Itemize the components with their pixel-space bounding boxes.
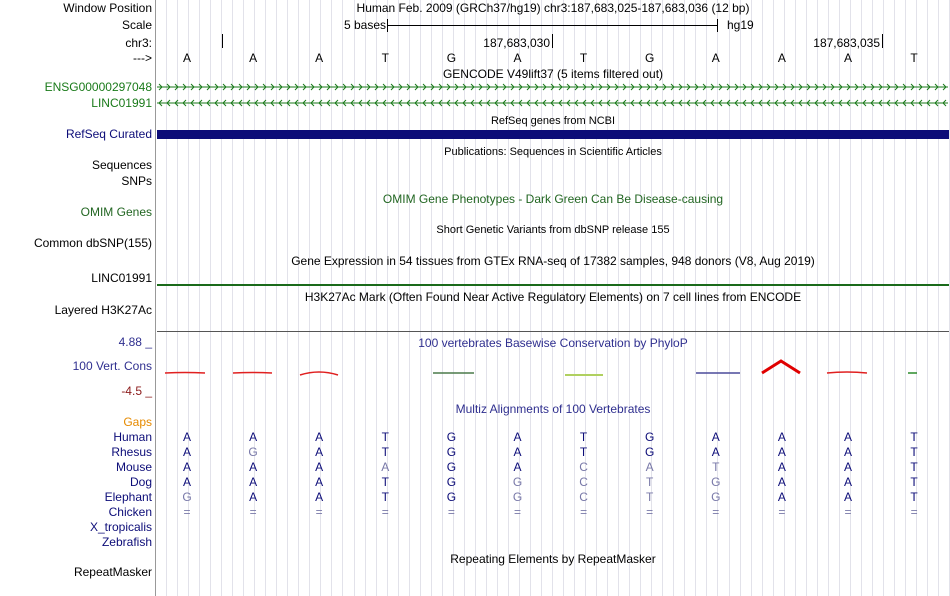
alignment-base: A (315, 445, 324, 459)
alignment-base: A (315, 430, 324, 444)
base-letter: A (182, 51, 191, 65)
alignment-base: A (843, 490, 852, 504)
alignment-base: G (711, 490, 721, 504)
alignment-base: A (381, 460, 390, 474)
alignment-base: A (843, 430, 852, 444)
refseq-track-title: RefSeq genes from NCBI (490, 115, 616, 127)
ruler-tick (552, 34, 553, 48)
phylop-peak (827, 372, 867, 373)
alignment-base: = (447, 505, 455, 519)
scale-bar-right-tick (717, 19, 718, 32)
ruler-coordinate-2: 187,683,035 (813, 36, 880, 50)
alignment-base: A (513, 460, 522, 474)
alignment-base: G (446, 445, 457, 459)
gtex-expression-bar[interactable] (157, 284, 949, 286)
alignment-base: T (910, 475, 918, 489)
alignment-base: A (315, 475, 324, 489)
alignment-base: = (778, 505, 786, 519)
scale-bar (387, 25, 717, 26)
alignment-base: T (712, 460, 720, 474)
ruler-coordinate-1: 187,683,030 (483, 36, 550, 50)
omim-track-label[interactable]: OMIM Genes (80, 205, 152, 219)
gencode-gene-link-2[interactable]: LINC01991 (91, 96, 152, 110)
ruler-tick (222, 34, 223, 48)
window-position-label: Window Position (63, 1, 152, 15)
alignment-base: A (711, 430, 720, 444)
sequences-track-label[interactable]: Sequences (91, 158, 152, 172)
alignment-base: A (777, 475, 786, 489)
refseq-track-label[interactable]: RefSeq Curated (65, 127, 152, 141)
alignment-base: T (381, 445, 389, 459)
alignment-base: T (646, 490, 654, 504)
phylop-peak (165, 373, 205, 374)
omim-track-title: OMIM Gene Phenotypes - Dark Green Can Be Disease-causing (382, 192, 724, 206)
phylop-max-label: 4.88 _ (118, 335, 152, 349)
alignment-base: = (315, 505, 323, 519)
alignment-base: T (910, 445, 918, 459)
alignment-base: A (249, 460, 258, 474)
alignment-base: C (579, 475, 588, 489)
phylop-track-title: 100 vertebrates Basewise Conservation by PhyloP (418, 336, 688, 350)
alignment-base: A (513, 430, 522, 444)
alignment-base: = (844, 505, 852, 519)
alignment-base: A (249, 430, 258, 444)
multiz-track-title: Multiz Alignments of 100 Vertebrates (455, 402, 651, 416)
ruler-tick (882, 34, 883, 48)
species-label[interactable]: Human (113, 430, 152, 444)
alignment-base: G (645, 445, 655, 459)
species-label[interactable]: Chicken (108, 505, 152, 519)
alignment-base: = (249, 505, 257, 519)
scale-bar-left-tick (387, 19, 388, 32)
phylop-signal-graph (157, 355, 949, 380)
phylop-track-label[interactable]: 100 Vert. Cons (72, 359, 152, 373)
alignment-base: G (446, 475, 457, 489)
alignment-base: A (843, 460, 852, 474)
alignment-base: A (249, 490, 258, 504)
alignment-base: G (446, 430, 457, 444)
repeatmasker-track-title: Repeating Elements by RepeatMasker (450, 552, 656, 566)
alignment-base: A (249, 475, 258, 489)
snps-track-label[interactable]: SNPs (121, 174, 152, 188)
species-label[interactable]: Rhesus (111, 445, 152, 459)
assembly-label: hg19 (727, 18, 754, 32)
base-letter: T (579, 51, 588, 65)
gtex-track-title: Gene Expression in 54 tissues from GTEx RNA-seq of 17382 samples, 948 donors (V8, Aug 2019) (291, 254, 815, 268)
alignment-base: = (381, 505, 389, 519)
dbsnp-track-label[interactable]: Common dbSNP(155) (33, 236, 152, 250)
species-label[interactable]: Mouse (115, 460, 152, 474)
base-letter: G (645, 51, 655, 65)
alignment-base: A (711, 445, 720, 459)
h3k27ac-track-label[interactable]: Layered H3K27Ac (54, 303, 152, 317)
alignment-base: G (248, 445, 258, 459)
alignment-base: T (579, 430, 588, 444)
alignment-base: A (777, 445, 786, 459)
alignment-base: T (910, 490, 918, 504)
alignment-base: T (646, 475, 654, 489)
alignment-base: A (777, 460, 786, 474)
alignment-base: A (182, 430, 191, 444)
species-label[interactable]: X_tropicalis (89, 520, 152, 534)
base-letter: A (711, 51, 720, 65)
gaps-track-label[interactable]: Gaps (123, 415, 152, 429)
base-letter: A (513, 51, 522, 65)
base-letter: A (777, 51, 786, 65)
phylop-peak (233, 373, 272, 374)
alignment-base: C (579, 490, 588, 504)
base-letter: A (249, 51, 258, 65)
alignment-base: G (711, 475, 721, 489)
h3k27ac-signal-baseline (157, 331, 949, 332)
gencode-gene-link-1[interactable]: ENSG00000297048 (44, 80, 152, 94)
alignment-base: G (446, 460, 457, 474)
alignment-base: T (381, 490, 389, 504)
phylop-peak (762, 361, 800, 373)
alignment-base: A (182, 460, 191, 474)
alignment-base: G (446, 490, 457, 504)
base-letter: A (843, 51, 852, 65)
species-label[interactable]: Dog (129, 475, 152, 489)
alignment-base: A (315, 460, 324, 474)
base-letter: T (910, 51, 918, 65)
gtex-gene-label[interactable]: LINC01991 (91, 271, 152, 285)
species-label[interactable]: Zebrafish (101, 535, 152, 549)
alignment-base: T (381, 430, 389, 444)
alignment-base: A (315, 490, 324, 504)
alignment-base: = (712, 505, 720, 519)
alignment-base: G (512, 475, 523, 489)
alignment-base: G (512, 490, 523, 504)
base-letter: G (446, 51, 457, 65)
alignment-base: T (381, 475, 389, 489)
alignment-base: T (910, 430, 918, 444)
strand-arrow-label: ---> (133, 51, 152, 65)
alignment-base: T (579, 445, 588, 459)
phylop-peak (300, 372, 338, 375)
publications-track-title: Publications: Sequences in Scientific Articles (444, 146, 662, 158)
scale-label: Scale (121, 18, 152, 32)
alignment-base: = (646, 505, 654, 519)
phylop-min-label: -4.5 _ (121, 384, 152, 398)
alignment-base: = (513, 505, 521, 519)
alignment-base: A (645, 460, 654, 474)
alignment-base: A (513, 445, 522, 459)
alignment-base: A (843, 445, 852, 459)
species-label[interactable]: Elephant (104, 490, 152, 504)
chromosome-label: chr3: (125, 36, 152, 50)
alignment-base: G (645, 430, 655, 444)
scale-text: 5 bases (343, 18, 386, 32)
base-letter: A (315, 51, 324, 65)
alignment-base: G (182, 490, 192, 504)
alignment-base: C (579, 460, 588, 474)
alignment-base: A (182, 445, 191, 459)
position-header: Human Feb. 2009 (GRCh37/hg19) chr3:187,683,025-187,683,036 (12 bp) (356, 1, 750, 15)
alignment-base: A (843, 475, 852, 489)
gencode-gene-feature-2[interactable] (157, 98, 948, 108)
base-letter: T (381, 51, 389, 65)
h3k27ac-track-title: H3K27Ac Mark (Often Found Near Active Regulatory Elements) on 7 cell lines from ENCODE (304, 290, 802, 304)
alignment-base: T (910, 460, 918, 474)
alignment-base: A (777, 490, 786, 504)
gencode-track-title: GENCODE V49lift37 (5 items filtered out) (442, 67, 664, 81)
alignment-base: = (910, 505, 918, 519)
repeatmasker-track-label[interactable]: RepeatMasker (73, 565, 152, 579)
dbsnp-track-title: Short Genetic Variants from dbSNP release 155 (436, 224, 670, 236)
alignment-base: = (183, 505, 191, 519)
alignment-base: A (182, 475, 191, 489)
gencode-gene-feature-1[interactable] (157, 82, 948, 92)
alignment-base: A (777, 430, 786, 444)
alignment-base: = (580, 505, 588, 519)
refseq-gene-feature[interactable] (157, 130, 949, 139)
